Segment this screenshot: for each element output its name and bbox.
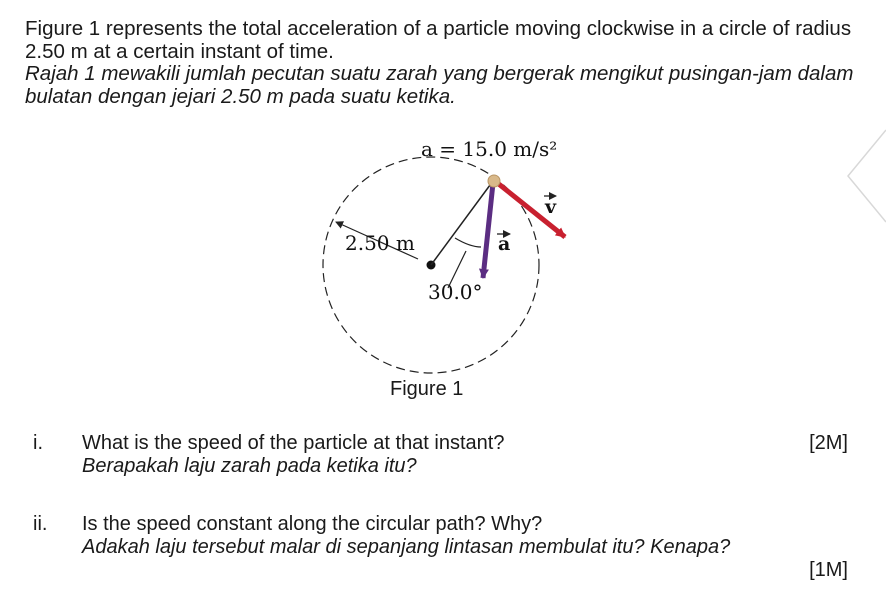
acceleration-symbol <box>497 233 510 255</box>
acceleration-magnitude-label: a = 15.0 m/s² <box>421 137 558 161</box>
intro-malay: Rajah 1 mewakili jumlah pecutan suatu zarah yang bergerak mengikut pusingan-jam dalam bulatan dengan jejari 2.50 m pada suatu ketika. <box>25 62 854 108</box>
velocity-symbol <box>544 196 557 218</box>
question-english: Is the speed constant along the circular path? Why? <box>82 513 543 535</box>
intro-english: Figure 1 represents the total acceleration of a particle moving clockwise in a circle of radius 2.50 m at a certain instant of time. <box>25 17 852 63</box>
angle-arc <box>455 238 481 247</box>
radius-label: 2.50 m <box>345 231 415 255</box>
question-marks: [2M] <box>809 432 848 454</box>
question-english: What is the speed of the particle at that instant? <box>82 432 505 454</box>
question-number: i. <box>33 432 43 454</box>
figure-caption: Figure 1 <box>390 378 464 400</box>
acceleration-vector <box>483 183 493 278</box>
angle-label: 30.0° <box>428 280 483 304</box>
velocity-symbol-letter: v <box>545 196 557 218</box>
question-number: ii. <box>33 513 48 535</box>
question-marks: [1M] <box>809 559 848 581</box>
question-malay: Berapakah laju zarah pada ketika itu? <box>82 455 417 477</box>
particle <box>488 175 500 187</box>
question-malay: Adakah laju tersebut malar di sepanjang lintasan membulat itu? Kenapa? <box>82 536 731 558</box>
page-nav-chevron-icon[interactable] <box>836 128 886 228</box>
acceleration-symbol-letter: a <box>498 233 511 255</box>
